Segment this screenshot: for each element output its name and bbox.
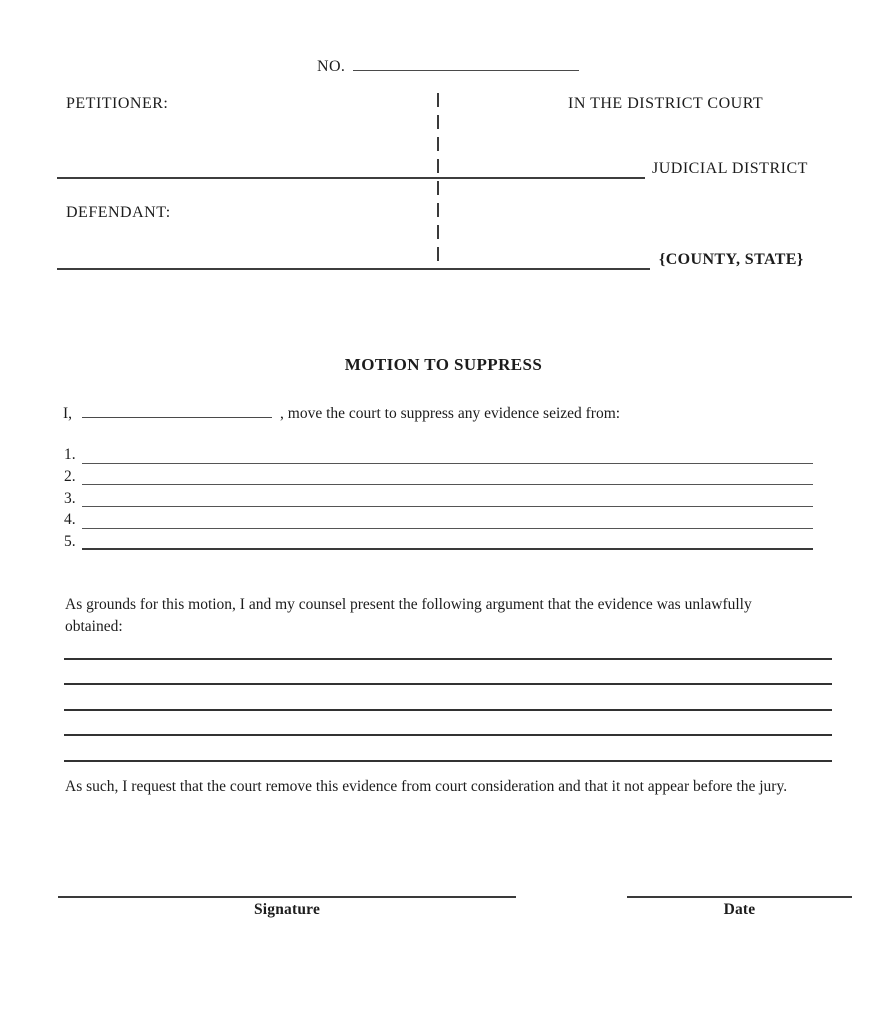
case-number-field[interactable] xyxy=(353,53,579,71)
closing-paragraph: As such, I request that the court remove this evidence from court consideration and that it not appear before the jury. xyxy=(65,778,788,795)
grounds-line-field[interactable] xyxy=(64,660,832,686)
date-block xyxy=(627,896,852,919)
evidence-item-field[interactable] xyxy=(82,441,813,464)
evidence-item-number: 1. xyxy=(64,446,76,464)
signature-block xyxy=(58,896,516,919)
evidence-item-field[interactable] xyxy=(82,484,813,507)
petitioner-name-field[interactable] xyxy=(57,177,645,179)
evidence-item-row xyxy=(64,507,813,529)
evidence-item-number: 4. xyxy=(64,511,76,529)
court-name-label: IN THE DISTRICT COURT xyxy=(568,95,764,112)
defendant-label: DEFENDANT: xyxy=(66,204,171,221)
grounds-line-field[interactable] xyxy=(64,736,832,762)
evidence-item-field[interactable] xyxy=(82,506,813,529)
case-number-label: NO. xyxy=(317,58,346,75)
evidence-item-row xyxy=(64,485,813,507)
evidence-item-number: 2. xyxy=(64,467,76,485)
opening-suffix-text: , move the court to suppress any evidence seized from: xyxy=(280,405,621,422)
evidence-item-field[interactable] xyxy=(82,463,813,486)
signature-label: Signature xyxy=(253,901,321,918)
grounds-lines xyxy=(64,634,832,762)
date-label: Date xyxy=(723,901,756,918)
evidence-list xyxy=(64,442,813,550)
evidence-item-row xyxy=(64,442,813,464)
evidence-item-row xyxy=(64,529,813,551)
evidence-item-number: 3. xyxy=(64,489,76,507)
motion-title: MOTION TO SUPPRESS xyxy=(344,355,543,374)
grounds-line-field[interactable] xyxy=(64,711,832,737)
defendant-name-field[interactable] xyxy=(57,268,650,270)
evidence-item-number: 5. xyxy=(64,532,76,550)
opening-sentence xyxy=(63,401,620,423)
judicial-district-label: JUDICIAL DISTRICT xyxy=(652,160,808,177)
petitioner-label: PETITIONER: xyxy=(66,95,169,112)
evidence-item-field[interactable] xyxy=(82,527,813,551)
caption-vertical-divider xyxy=(437,93,439,270)
grounds-paragraph: As grounds for this motion, I and my counsel present the following argument that the evidence was unlawfully obtained: xyxy=(65,596,752,635)
grounds-line-field[interactable] xyxy=(64,685,832,711)
movant-name-field[interactable] xyxy=(82,401,272,418)
county-state-label: {COUNTY, STATE} xyxy=(659,251,804,268)
evidence-item-row xyxy=(64,464,813,486)
movant-prefix: I, xyxy=(63,405,73,422)
grounds-line-field[interactable] xyxy=(64,634,832,660)
case-number-row xyxy=(317,53,579,76)
